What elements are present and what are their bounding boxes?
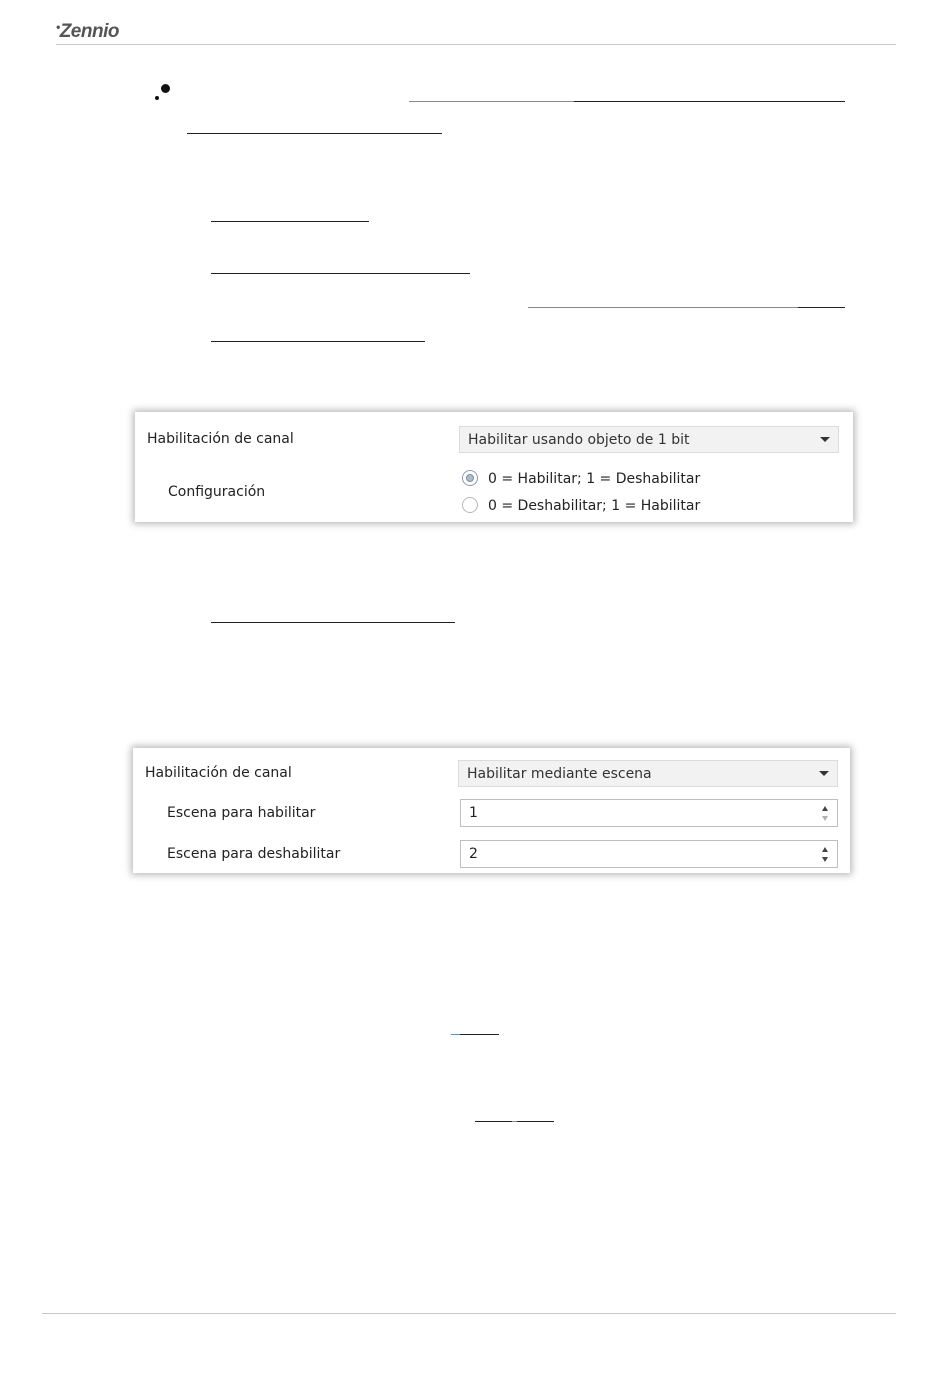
text-underline <box>211 622 455 623</box>
scene-enable-spinbox[interactable] <box>460 799 838 827</box>
scene-enable-label: Escena para habilitar <box>167 805 316 821</box>
text-underline <box>460 1034 499 1035</box>
channel-enable-label: Habilitación de canal <box>145 765 292 781</box>
radio-option-2-label: 0 = Deshabilitar; 1 = Habilitar <box>488 498 701 514</box>
spin-up-icon[interactable] <box>822 806 828 811</box>
text-underline <box>187 133 442 134</box>
config-label: Configuración <box>168 484 266 500</box>
link-underline[interactable] <box>528 307 798 308</box>
radio-option-2[interactable] <box>462 497 478 513</box>
text-underline <box>798 307 845 308</box>
header-rule <box>56 44 896 45</box>
channel-enable-select[interactable] <box>459 426 839 453</box>
text-underline <box>211 341 425 342</box>
enable-1bit-panel <box>135 412 853 522</box>
channel-enable-value: Habilitar usando objeto de 1 bit <box>468 432 690 448</box>
spin-up-icon[interactable] <box>822 847 828 852</box>
scene-disable-spinbox[interactable] <box>460 840 838 868</box>
scene-disable-value: 2 <box>469 846 478 862</box>
text-underline <box>517 1121 554 1122</box>
radio-option-1[interactable] <box>462 470 478 486</box>
text-underline <box>211 221 369 222</box>
channel-enable-select[interactable] <box>458 760 838 787</box>
channel-enable-label: Habilitación de canal <box>147 431 294 447</box>
scene-disable-label: Escena para deshabilitar <box>167 846 341 862</box>
radio-option-1-label: 0 = Habilitar; 1 = Deshabilitar <box>488 471 701 487</box>
chevron-down-icon <box>820 437 830 442</box>
scene-enable-value: 1 <box>469 805 478 821</box>
spin-down-icon[interactable] <box>822 816 828 821</box>
spin-down-icon[interactable] <box>822 857 828 862</box>
footer-rule <box>42 1313 896 1314</box>
enable-scene-panel <box>133 748 850 873</box>
channel-enable-value: Habilitar mediante escena <box>467 766 652 782</box>
bullet-icon <box>161 84 170 93</box>
link-underline[interactable] <box>451 1034 460 1035</box>
text-underline <box>574 101 845 102</box>
bullet-accent-icon <box>155 96 159 100</box>
logo-mark-icon: • <box>56 20 60 34</box>
chevron-down-icon <box>819 771 829 776</box>
text-underline <box>211 273 470 274</box>
link-underline[interactable] <box>409 101 574 102</box>
text-underline <box>475 1121 512 1122</box>
zennio-logo: •Zennio <box>56 20 119 42</box>
